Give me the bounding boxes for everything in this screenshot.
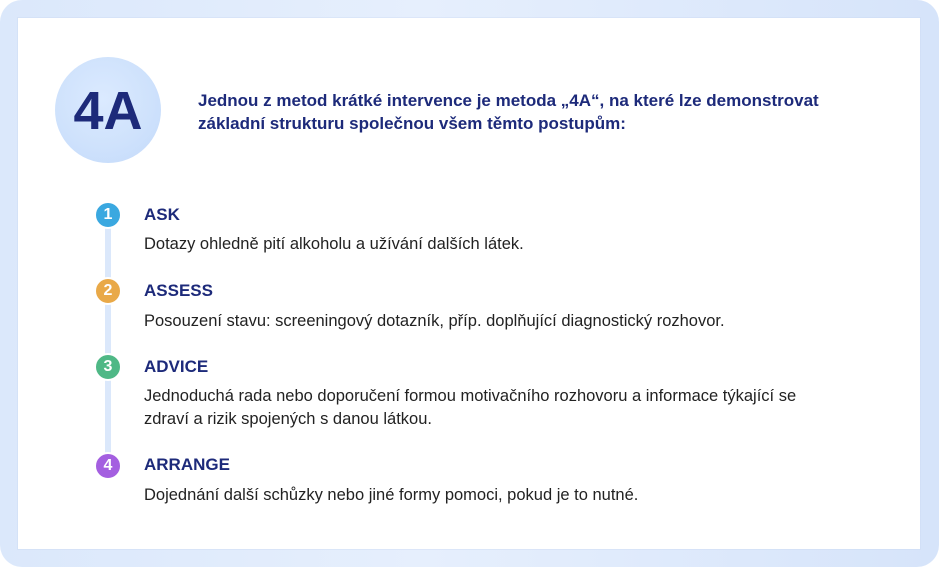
badge-label: 4A xyxy=(73,81,143,141)
timeline-line xyxy=(105,214,111,466)
step-description-arrange: Dojednání další schůzky nebo jiné formy pomoci, pokud je to nutné. xyxy=(144,486,639,504)
step-title-ask: ASK xyxy=(144,205,180,224)
step-description-ask: Dotazy ohledně pití alkoholu a užívání dalších látek. xyxy=(144,235,524,253)
method-badge xyxy=(55,57,161,163)
step-description-assess: Posouzení stavu: screeningový dotazník, příp. doplňující diagnostický rozhovor. xyxy=(144,312,725,330)
step-title-arrange: ARRANGE xyxy=(144,455,230,474)
intro-text: Jednou z metod krátké intervence je metoda „4A“, na které lze demonstrovat základní strukturu společnou všem těmto postupům: xyxy=(198,91,819,133)
step-number-2: 2 xyxy=(94,277,122,305)
step-description-advice: Jednoduchá rada nebo doporučení formou motivačního rozhovoru a informace týkající se zdraví a rizik spojených s danou látkou. xyxy=(144,387,797,428)
step-title-advice: ADVICE xyxy=(144,357,209,376)
step-number-4: 4 xyxy=(94,452,122,480)
step-number-3: 3 xyxy=(94,353,122,381)
step-title-assess: ASSESS xyxy=(144,281,213,300)
step-number-1: 1 xyxy=(94,201,122,229)
